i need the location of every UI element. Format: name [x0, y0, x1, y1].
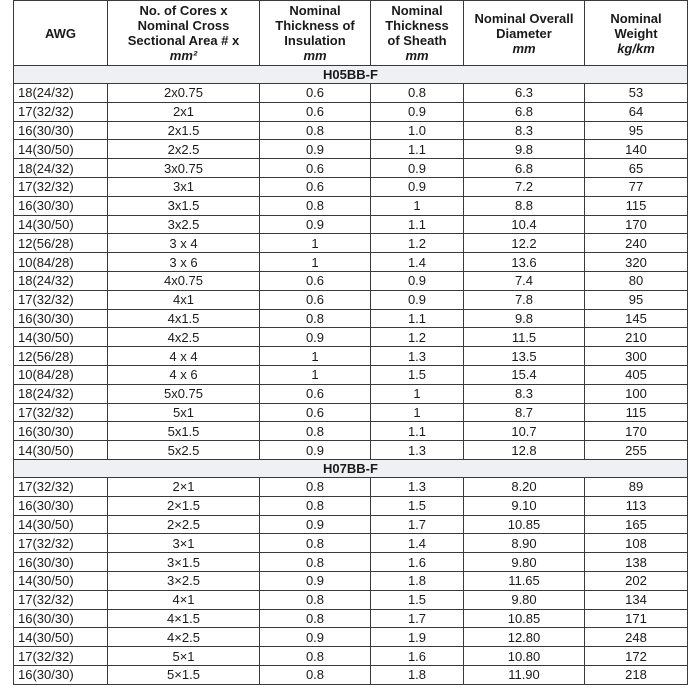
- diameter-cell: 6.3: [464, 84, 585, 103]
- awg-cell: 17(32/32): [14, 534, 108, 553]
- awg-cell: 10(84/28): [14, 365, 108, 384]
- cores-area-cell: 2x0.75: [108, 84, 260, 103]
- weight-cell: 248: [585, 628, 688, 647]
- insulation-cell: 0.9: [260, 215, 371, 234]
- diameter-cell: 9.10: [464, 496, 585, 515]
- weight-cell: 202: [585, 571, 688, 590]
- insulation-cell: 0.8: [260, 196, 371, 215]
- cores-area-cell: 2x1: [108, 102, 260, 121]
- sheath-cell: 1.1: [371, 140, 464, 159]
- insulation-cell: 0.6: [260, 290, 371, 309]
- diameter-cell: 13.6: [464, 253, 585, 272]
- cores-area-cell: 3x0.75: [108, 159, 260, 178]
- section-header-row: [14, 66, 688, 84]
- diameter-cell: 8.3: [464, 384, 585, 403]
- weight-cell: 172: [585, 647, 688, 666]
- diameter-cell: 6.8: [464, 102, 585, 121]
- insulation-cell: 0.6: [260, 403, 371, 422]
- cores-area-cell: 2×1: [108, 477, 260, 496]
- awg-cell: 12(56/28): [14, 347, 108, 366]
- table-row: [14, 365, 688, 384]
- table-row: [14, 571, 688, 590]
- sheath-cell: 0.8: [371, 84, 464, 103]
- table-row: [14, 441, 688, 460]
- sheath-cell: 1.7: [371, 515, 464, 534]
- cores-area-cell: 2×1.5: [108, 496, 260, 515]
- diameter-cell: 9.80: [464, 553, 585, 572]
- sheath-cell: 1.7: [371, 609, 464, 628]
- table-row: [14, 347, 688, 366]
- diameter-cell: 11.65: [464, 571, 585, 590]
- cores-area-cell: 3x1.5: [108, 196, 260, 215]
- sheath-cell: 0.9: [371, 177, 464, 196]
- awg-cell: 16(30/30): [14, 609, 108, 628]
- table-row: [14, 647, 688, 666]
- table-row: [14, 309, 688, 328]
- insulation-cell: 0.6: [260, 102, 371, 121]
- cores-area-cell: 4x0.75: [108, 271, 260, 290]
- weight-cell: 80: [585, 271, 688, 290]
- sheath-cell: 1.5: [371, 590, 464, 609]
- cores-area-cell: 3×1: [108, 534, 260, 553]
- table-row: [14, 140, 688, 159]
- diameter-cell: 12.8: [464, 441, 585, 460]
- cable-spec-table: [13, 0, 688, 685]
- table-row: [14, 102, 688, 121]
- insulation-cell: 0.8: [260, 477, 371, 496]
- sheath-cell: 1.3: [371, 441, 464, 460]
- sheath-cell: 1.6: [371, 647, 464, 666]
- diameter-cell: 7.4: [464, 271, 585, 290]
- insulation-cell: 0.9: [260, 328, 371, 347]
- diameter-cell: 6.8: [464, 159, 585, 178]
- header-awg: AWG: [14, 1, 108, 66]
- table-row: [14, 609, 688, 628]
- cable-spec-table-container: [13, 0, 688, 685]
- table-row: [14, 553, 688, 572]
- weight-cell: 170: [585, 215, 688, 234]
- sheath-cell: 0.9: [371, 159, 464, 178]
- cores-area-cell: 2×2.5: [108, 515, 260, 534]
- diameter-cell: 10.85: [464, 515, 585, 534]
- sheath-cell: 1.1: [371, 215, 464, 234]
- awg-cell: 16(30/30): [14, 121, 108, 140]
- cores-area-cell: 3x2.5: [108, 215, 260, 234]
- table-row: [14, 534, 688, 553]
- insulation-cell: 0.8: [260, 553, 371, 572]
- sheath-cell: 1.9: [371, 628, 464, 647]
- cores-area-cell: 5x0.75: [108, 384, 260, 403]
- diameter-cell: 13.5: [464, 347, 585, 366]
- insulation-cell: 0.9: [260, 515, 371, 534]
- table-row: [14, 271, 688, 290]
- weight-cell: 255: [585, 441, 688, 460]
- section-header-row: [14, 459, 688, 477]
- awg-cell: 17(32/32): [14, 590, 108, 609]
- weight-cell: 171: [585, 609, 688, 628]
- awg-cell: 14(30/50): [14, 441, 108, 460]
- cores-area-cell: 3×2.5: [108, 571, 260, 590]
- cores-area-cell: 5x1.5: [108, 422, 260, 441]
- weight-cell: 113: [585, 496, 688, 515]
- table-row: [14, 328, 688, 347]
- insulation-cell: 1: [260, 234, 371, 253]
- section-title: H07BB-F: [14, 459, 688, 477]
- awg-cell: 18(24/32): [14, 84, 108, 103]
- awg-cell: 18(24/32): [14, 271, 108, 290]
- sheath-cell: 1.8: [371, 665, 464, 684]
- awg-cell: 17(32/32): [14, 647, 108, 666]
- awg-cell: 14(30/50): [14, 215, 108, 234]
- weight-cell: 115: [585, 196, 688, 215]
- diameter-cell: 7.2: [464, 177, 585, 196]
- table-row: [14, 590, 688, 609]
- table-row: [14, 665, 688, 684]
- insulation-cell: 0.6: [260, 84, 371, 103]
- sheath-cell: 1.1: [371, 309, 464, 328]
- insulation-cell: 0.6: [260, 384, 371, 403]
- sheath-cell: 1: [371, 403, 464, 422]
- diameter-cell: 9.8: [464, 140, 585, 159]
- cores-area-cell: 5x1: [108, 403, 260, 422]
- table-row: [14, 477, 688, 496]
- sheath-cell: 1.0: [371, 121, 464, 140]
- header-weight: Nominal Weight kg/km: [585, 1, 688, 66]
- diameter-cell: 8.3: [464, 121, 585, 140]
- insulation-cell: 0.8: [260, 309, 371, 328]
- weight-cell: 53: [585, 84, 688, 103]
- table-row: [14, 84, 688, 103]
- sheath-cell: 1.4: [371, 534, 464, 553]
- cores-area-cell: 4×1: [108, 590, 260, 609]
- insulation-cell: 0.8: [260, 647, 371, 666]
- sheath-cell: 1.2: [371, 328, 464, 347]
- insulation-cell: 1: [260, 365, 371, 384]
- diameter-cell: 15.4: [464, 365, 585, 384]
- header-overall-diameter: Nominal Overall Diameter mm: [464, 1, 585, 66]
- cores-area-cell: 5×1.5: [108, 665, 260, 684]
- insulation-cell: 0.9: [260, 628, 371, 647]
- insulation-cell: 0.9: [260, 140, 371, 159]
- table-row: [14, 290, 688, 309]
- weight-cell: 240: [585, 234, 688, 253]
- diameter-cell: 10.80: [464, 647, 585, 666]
- awg-cell: 18(24/32): [14, 159, 108, 178]
- diameter-cell: 8.90: [464, 534, 585, 553]
- header-insulation-thickness: Nominal Thickness of Insulation mm: [260, 1, 371, 66]
- awg-cell: 16(30/30): [14, 309, 108, 328]
- awg-cell: 17(32/32): [14, 403, 108, 422]
- table-row: [14, 384, 688, 403]
- awg-cell: 17(32/32): [14, 177, 108, 196]
- cores-area-cell: 3×1.5: [108, 553, 260, 572]
- header-row: [14, 1, 688, 66]
- awg-cell: 17(32/32): [14, 102, 108, 121]
- cores-area-cell: 4x1: [108, 290, 260, 309]
- awg-cell: 16(30/30): [14, 196, 108, 215]
- insulation-cell: 0.8: [260, 665, 371, 684]
- weight-cell: 95: [585, 290, 688, 309]
- diameter-cell: 12.80: [464, 628, 585, 647]
- cores-area-cell: 5×1: [108, 647, 260, 666]
- table-row: [14, 159, 688, 178]
- diameter-cell: 8.8: [464, 196, 585, 215]
- weight-cell: 77: [585, 177, 688, 196]
- diameter-cell: 11.5: [464, 328, 585, 347]
- table-row: [14, 121, 688, 140]
- awg-cell: 14(30/50): [14, 571, 108, 590]
- cores-area-cell: 4 x 6: [108, 365, 260, 384]
- header-sheath-thickness: Nominal Thickness of Sheath mm: [371, 1, 464, 66]
- diameter-cell: 10.4: [464, 215, 585, 234]
- sheath-cell: 1.3: [371, 347, 464, 366]
- sheath-cell: 1: [371, 196, 464, 215]
- insulation-cell: 0.6: [260, 271, 371, 290]
- table-row: [14, 515, 688, 534]
- table-row: [14, 422, 688, 441]
- weight-cell: 65: [585, 159, 688, 178]
- sheath-cell: 1.4: [371, 253, 464, 272]
- table-row: [14, 403, 688, 422]
- weight-cell: 165: [585, 515, 688, 534]
- diameter-cell: 10.85: [464, 609, 585, 628]
- cores-area-cell: 4x2.5: [108, 328, 260, 347]
- awg-cell: 14(30/50): [14, 328, 108, 347]
- table-row: [14, 196, 688, 215]
- weight-cell: 210: [585, 328, 688, 347]
- insulation-cell: 0.9: [260, 571, 371, 590]
- cores-area-cell: 3x1: [108, 177, 260, 196]
- weight-cell: 64: [585, 102, 688, 121]
- sheath-cell: 1.5: [371, 496, 464, 515]
- insulation-cell: 0.6: [260, 159, 371, 178]
- awg-cell: 17(32/32): [14, 290, 108, 309]
- insulation-cell: 0.8: [260, 534, 371, 553]
- table-row: [14, 215, 688, 234]
- insulation-cell: 0.8: [260, 496, 371, 515]
- sheath-cell: 1.8: [371, 571, 464, 590]
- insulation-cell: 0.8: [260, 422, 371, 441]
- table-row: [14, 496, 688, 515]
- awg-cell: 16(30/30): [14, 496, 108, 515]
- cores-area-cell: 4×2.5: [108, 628, 260, 647]
- diameter-cell: 11.90: [464, 665, 585, 684]
- awg-cell: 14(30/50): [14, 628, 108, 647]
- awg-cell: 14(30/50): [14, 140, 108, 159]
- diameter-cell: 9.80: [464, 590, 585, 609]
- weight-cell: 140: [585, 140, 688, 159]
- awg-cell: 16(30/30): [14, 553, 108, 572]
- sheath-cell: 1.1: [371, 422, 464, 441]
- weight-cell: 108: [585, 534, 688, 553]
- weight-cell: 95: [585, 121, 688, 140]
- table-body: [14, 66, 688, 685]
- insulation-cell: 0.8: [260, 609, 371, 628]
- awg-cell: 17(32/32): [14, 477, 108, 496]
- cores-area-cell: 5x2.5: [108, 441, 260, 460]
- awg-cell: 16(30/30): [14, 422, 108, 441]
- insulation-cell: 0.9: [260, 441, 371, 460]
- diameter-cell: 12.2: [464, 234, 585, 253]
- sheath-cell: 1: [371, 384, 464, 403]
- insulation-cell: 1: [260, 347, 371, 366]
- weight-cell: 218: [585, 665, 688, 684]
- sheath-cell: 0.9: [371, 271, 464, 290]
- weight-cell: 134: [585, 590, 688, 609]
- weight-cell: 300: [585, 347, 688, 366]
- awg-cell: 10(84/28): [14, 253, 108, 272]
- sheath-cell: 1.3: [371, 477, 464, 496]
- weight-cell: 138: [585, 553, 688, 572]
- sheath-cell: 1.6: [371, 553, 464, 572]
- diameter-cell: 10.7: [464, 422, 585, 441]
- weight-cell: 115: [585, 403, 688, 422]
- cores-area-cell: 2x2.5: [108, 140, 260, 159]
- sheath-cell: 1.2: [371, 234, 464, 253]
- sheath-cell: 0.9: [371, 290, 464, 309]
- cores-area-cell: 3 x 4: [108, 234, 260, 253]
- insulation-cell: 0.8: [260, 121, 371, 140]
- diameter-cell: 8.20: [464, 477, 585, 496]
- awg-cell: 18(24/32): [14, 384, 108, 403]
- weight-cell: 145: [585, 309, 688, 328]
- awg-cell: 16(30/30): [14, 665, 108, 684]
- header-cores-area: No. of Cores x Nominal Cross Sectional Area # x mm²: [108, 1, 260, 66]
- weight-cell: 100: [585, 384, 688, 403]
- weight-cell: 405: [585, 365, 688, 384]
- table-row: [14, 628, 688, 647]
- weight-cell: 89: [585, 477, 688, 496]
- sheath-cell: 1.5: [371, 365, 464, 384]
- insulation-cell: 1: [260, 253, 371, 272]
- cores-area-cell: 3 x 6: [108, 253, 260, 272]
- diameter-cell: 9.8: [464, 309, 585, 328]
- table-row: [14, 177, 688, 196]
- table-header: [14, 1, 688, 66]
- insulation-cell: 0.6: [260, 177, 371, 196]
- diameter-cell: 8.7: [464, 403, 585, 422]
- weight-cell: 170: [585, 422, 688, 441]
- diameter-cell: 7.8: [464, 290, 585, 309]
- cores-area-cell: 4 x 4: [108, 347, 260, 366]
- cores-area-cell: 2x1.5: [108, 121, 260, 140]
- table-row: [14, 234, 688, 253]
- insulation-cell: 0.8: [260, 590, 371, 609]
- table-row: [14, 253, 688, 272]
- cores-area-cell: 4×1.5: [108, 609, 260, 628]
- section-title: H05BB-F: [14, 66, 688, 84]
- cores-area-cell: 4x1.5: [108, 309, 260, 328]
- awg-cell: 12(56/28): [14, 234, 108, 253]
- sheath-cell: 0.9: [371, 102, 464, 121]
- weight-cell: 320: [585, 253, 688, 272]
- awg-cell: 14(30/50): [14, 515, 108, 534]
